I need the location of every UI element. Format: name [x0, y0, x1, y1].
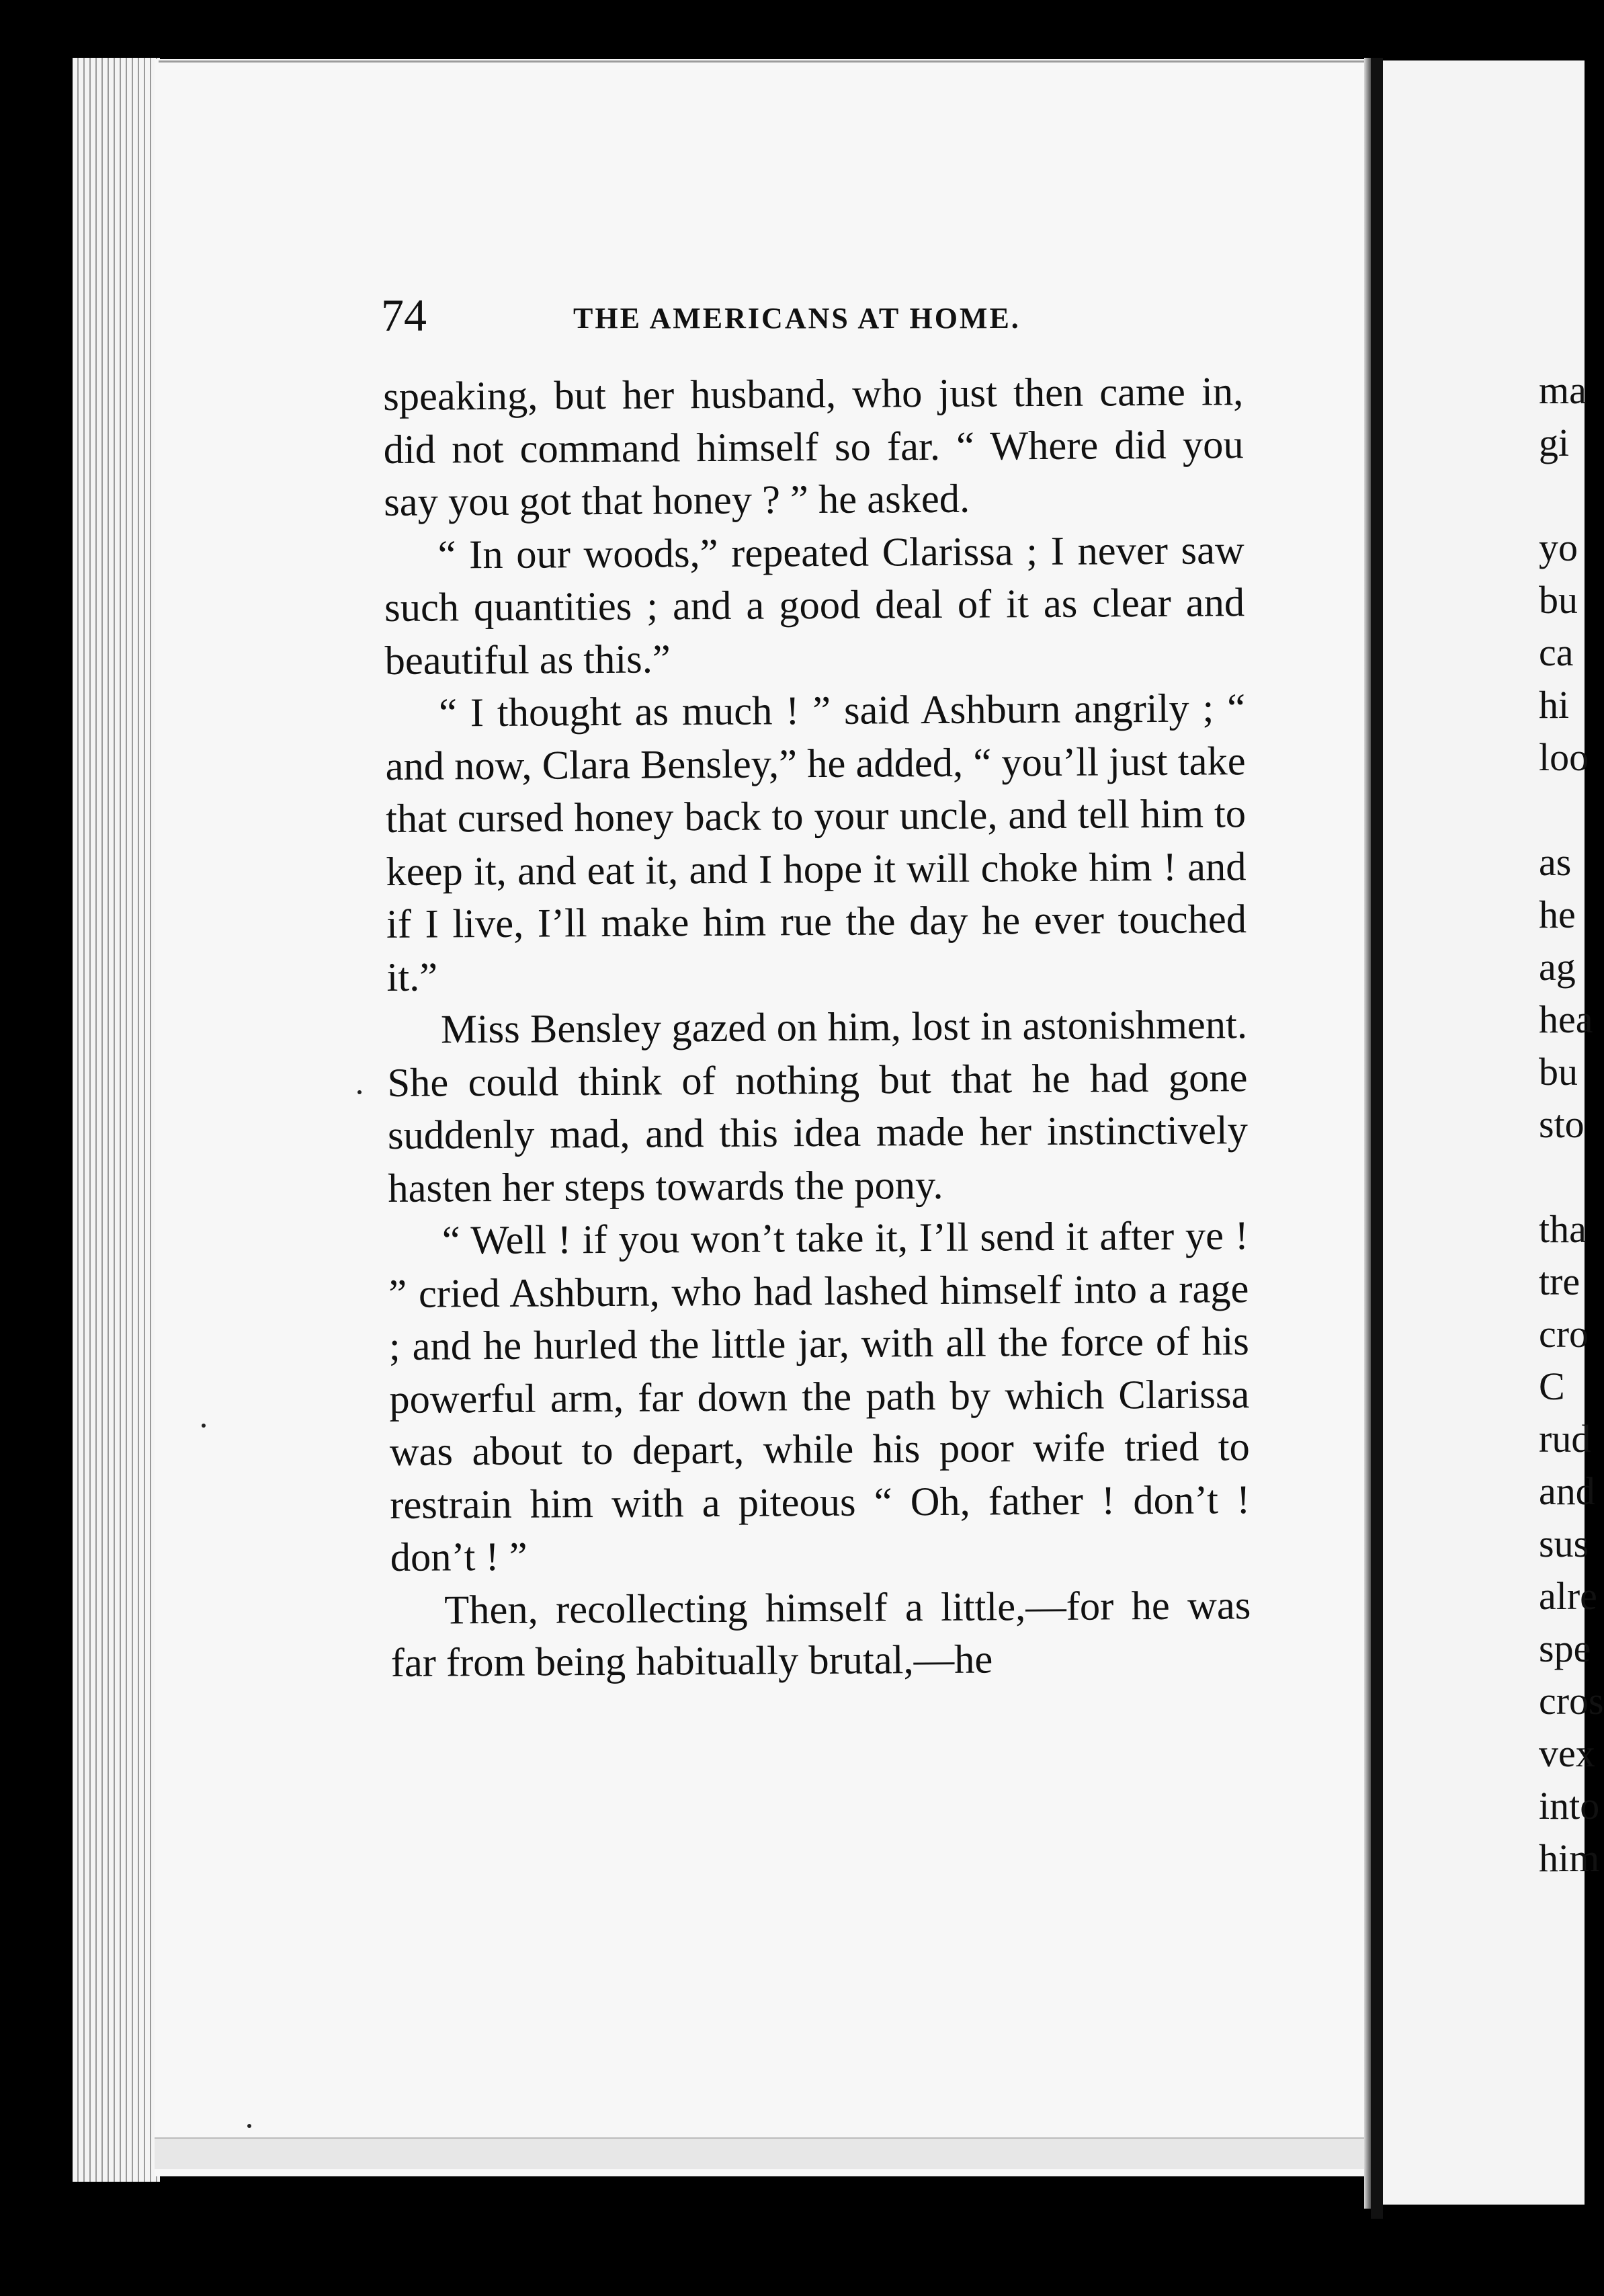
facing-line: C — [1539, 1364, 1565, 1408]
facing-line: tre — [1539, 1260, 1580, 1303]
body-text — [383, 366, 1251, 1690]
facing-line: ma — [1539, 368, 1587, 412]
paragraph: “ In our woods,” repeated Clarissa ; I never saw such quantities ; and a good deal of it as clear and beautiful as this.” — [384, 527, 1245, 684]
page-number: 74 — [381, 290, 427, 341]
facing-line — [1539, 784, 1585, 836]
facing-line: into — [1539, 1784, 1600, 1828]
ink-speck — [202, 1424, 206, 1428]
paragraph: speaking, but her husband, who just then came in, did not command himself so far. “ Where did you say you got that honey ? ” he asked. — [383, 369, 1244, 525]
paragraph: “ I thought as much ! ” said Ashburn angrily ; “ and now, Clara Bensley,” he added, “ you’ll just take that cursed honey back to your uncle, and tell him to keep it, and eat it, and I hope it will choke him ! and if I live, I’ll make him rue the day he ever touched it.” — [385, 686, 1247, 1000]
facing-line: spe — [1539, 1627, 1591, 1670]
running-head: THE AMERICANS AT HOME. — [573, 302, 1021, 335]
facing-line: and — [1539, 1469, 1595, 1513]
facing-line: tha — [1539, 1207, 1587, 1251]
paragraph: “ Well ! if you won’t take it, I’ll send it after ye ! ” cried Ashburn, who had lashed himself into a rage ; and he hurled the little jar, with all the force of his powerful arm, far down the path by which Clarissa was about to depart, while his poor wife tried to restrain him with a piteous “ Oh, father ! don’t ! don’t ! ” — [388, 1213, 1251, 1580]
facing-line — [1539, 469, 1585, 522]
facing-line: yo — [1539, 526, 1578, 569]
facing-line: bu — [1539, 578, 1578, 622]
facing-line: as — [1539, 840, 1572, 884]
facing-line: ca — [1539, 630, 1574, 674]
ink-speck — [357, 1090, 362, 1094]
paragraph: Miss Bensley gazed on him, lost in astonishment. She could think of nothing but that he had gone suddenly mad, and this idea made her instinctively hasten her steps towards the pony. — [387, 1002, 1249, 1211]
facing-line: him — [1539, 1836, 1600, 1880]
page-top-edge — [159, 60, 1368, 63]
facing-line: alre — [1539, 1574, 1597, 1618]
paragraph: Then, recollecting himself a little,—for he was far from being habitually brutal,—he — [390, 1582, 1251, 1686]
facing-line: sus — [1539, 1522, 1589, 1565]
facing-line — [1539, 1151, 1585, 1203]
facing-line: cros — [1539, 1679, 1604, 1723]
page-edge-stack — [73, 58, 160, 2182]
facing-line: rud — [1539, 1417, 1591, 1461]
facing-line: ag — [1539, 945, 1576, 989]
facing-line: he — [1539, 893, 1576, 936]
facing-line: gi — [1539, 421, 1570, 464]
page-header — [381, 289, 1120, 350]
facing-line: loo — [1539, 735, 1589, 779]
facing-line: bu — [1539, 1050, 1578, 1094]
book-gutter — [1371, 58, 1383, 2219]
facing-line: hi — [1539, 683, 1570, 727]
facing-line: sto — [1539, 1102, 1585, 1146]
facing-line: cro — [1539, 1312, 1589, 1356]
facing-line: vex — [1539, 1731, 1595, 1775]
page-bottom-edge — [155, 2137, 1374, 2169]
facing-line: hea — [1539, 997, 1593, 1041]
ink-speck — [247, 2124, 251, 2128]
facing-page-text — [1539, 364, 1604, 1885]
